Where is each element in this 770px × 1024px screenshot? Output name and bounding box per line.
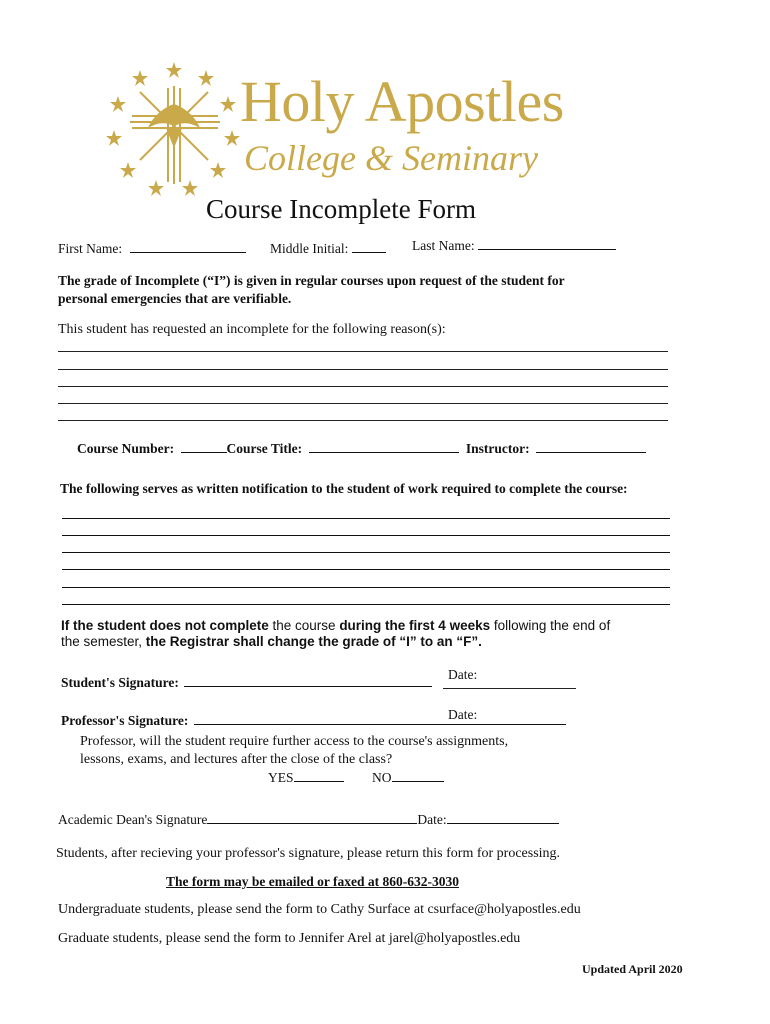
warning-part: the course [268,618,340,633]
access-question-line-1: Professor, will the student require further access to the course's assignments, [80,734,509,749]
policy-line-1: The grade of Incomplete (“I”) is given in regular courses upon request of the student for [58,273,565,288]
work-required-line[interactable] [62,569,670,570]
notification-heading: The following serves as written notification to the student of work required to complete the course: [60,481,628,496]
return-instructions: Students, after recieving your professor's signature, please return this form for processing. [56,846,561,861]
fax-instructions: The form may be emailed or faxed at 860-632-3030 [166,874,459,889]
reason-line[interactable] [58,386,668,387]
professor-signature-label: Professor's Signature: [61,713,189,728]
warning-part: during the first 4 weeks [339,618,491,633]
student-signature-row [61,674,432,692]
student-date-label: Date: [448,667,478,682]
work-required-line[interactable] [62,518,670,519]
no-option [372,769,444,787]
course-title-field[interactable] [309,440,459,453]
last-name-row [412,237,616,255]
professor-signature-row [61,712,566,730]
student-signature-field[interactable] [184,674,432,687]
registrar-warning-line-1 [61,617,610,634]
logo-title: Holy Apostles [240,69,564,134]
first-name-label: First Name: [58,241,123,256]
professor-signature-field[interactable] [194,712,566,725]
dean-date-field[interactable] [447,811,559,824]
middle-initial-field[interactable] [352,240,386,253]
undergraduate-instructions: Undergraduate students, please send the form to Cathy Surface at csurface@holyapostles.edu [58,902,581,917]
no-label: NO [372,770,392,785]
student-signature-label: Student's Signature: [61,675,179,690]
policy-line-2: personal emergencies that are verifiable. [58,291,292,306]
yes-option [268,769,344,787]
professor-date-label: Date: [448,707,478,722]
reason-line[interactable] [58,420,668,421]
no-field[interactable] [392,769,444,782]
instructor-label: Instructor: [465,441,530,456]
student-date-field[interactable] [443,688,576,689]
last-name-label: Last Name: [412,238,475,253]
dean-signature-field[interactable] [207,811,417,824]
access-question-line-2: lessons, exams, and lectures after the close of the class? [80,752,393,767]
work-required-line[interactable] [62,535,670,536]
reason-prompt: This student has requested an incomplete for the following reason(s): [58,322,446,337]
warning-part: the Registrar shall change the grade of “I” to an “F”. [145,634,482,649]
dove-icon [148,104,200,148]
updated-date: Updated April 2020 [582,962,683,976]
name-fields-row [58,240,246,258]
dean-date-label: Date: [417,812,447,827]
warning-part: the semester, [61,634,146,649]
middle-initial-label: Middle Initial: [270,241,349,256]
reason-line[interactable] [58,369,668,370]
middle-initial-row [270,240,386,258]
dean-signature-row [58,811,559,829]
reason-line[interactable] [58,403,668,404]
graduate-instructions: Graduate students, please send the form to Jennifer Arel at jarel@holyapostles.edu [58,931,521,946]
warning-part: If the student does not complete [61,618,269,633]
yes-label: YES [268,770,294,785]
instructor-field[interactable] [536,440,646,453]
course-info-row [77,440,646,458]
reason-line[interactable] [58,351,668,352]
work-required-line[interactable] [62,552,670,553]
first-name-field[interactable] [130,240,246,253]
course-number-field[interactable] [181,440,227,453]
yes-field[interactable] [294,769,344,782]
course-number-label: Course Number: [77,441,175,456]
seminary-logo-emblem [104,56,244,196]
work-required-line[interactable] [62,604,670,605]
warning-part: following the end of [490,618,611,633]
logo-subtitle: College & Seminary [244,138,538,178]
work-required-line[interactable] [62,587,670,588]
registrar-warning-line-2 [61,633,482,650]
dean-signature-label: Academic Dean's Signature [58,812,208,827]
course-title-label: Course Title: [226,441,303,456]
last-name-field[interactable] [478,237,616,250]
form-title: Course Incomplete Form [206,194,476,224]
